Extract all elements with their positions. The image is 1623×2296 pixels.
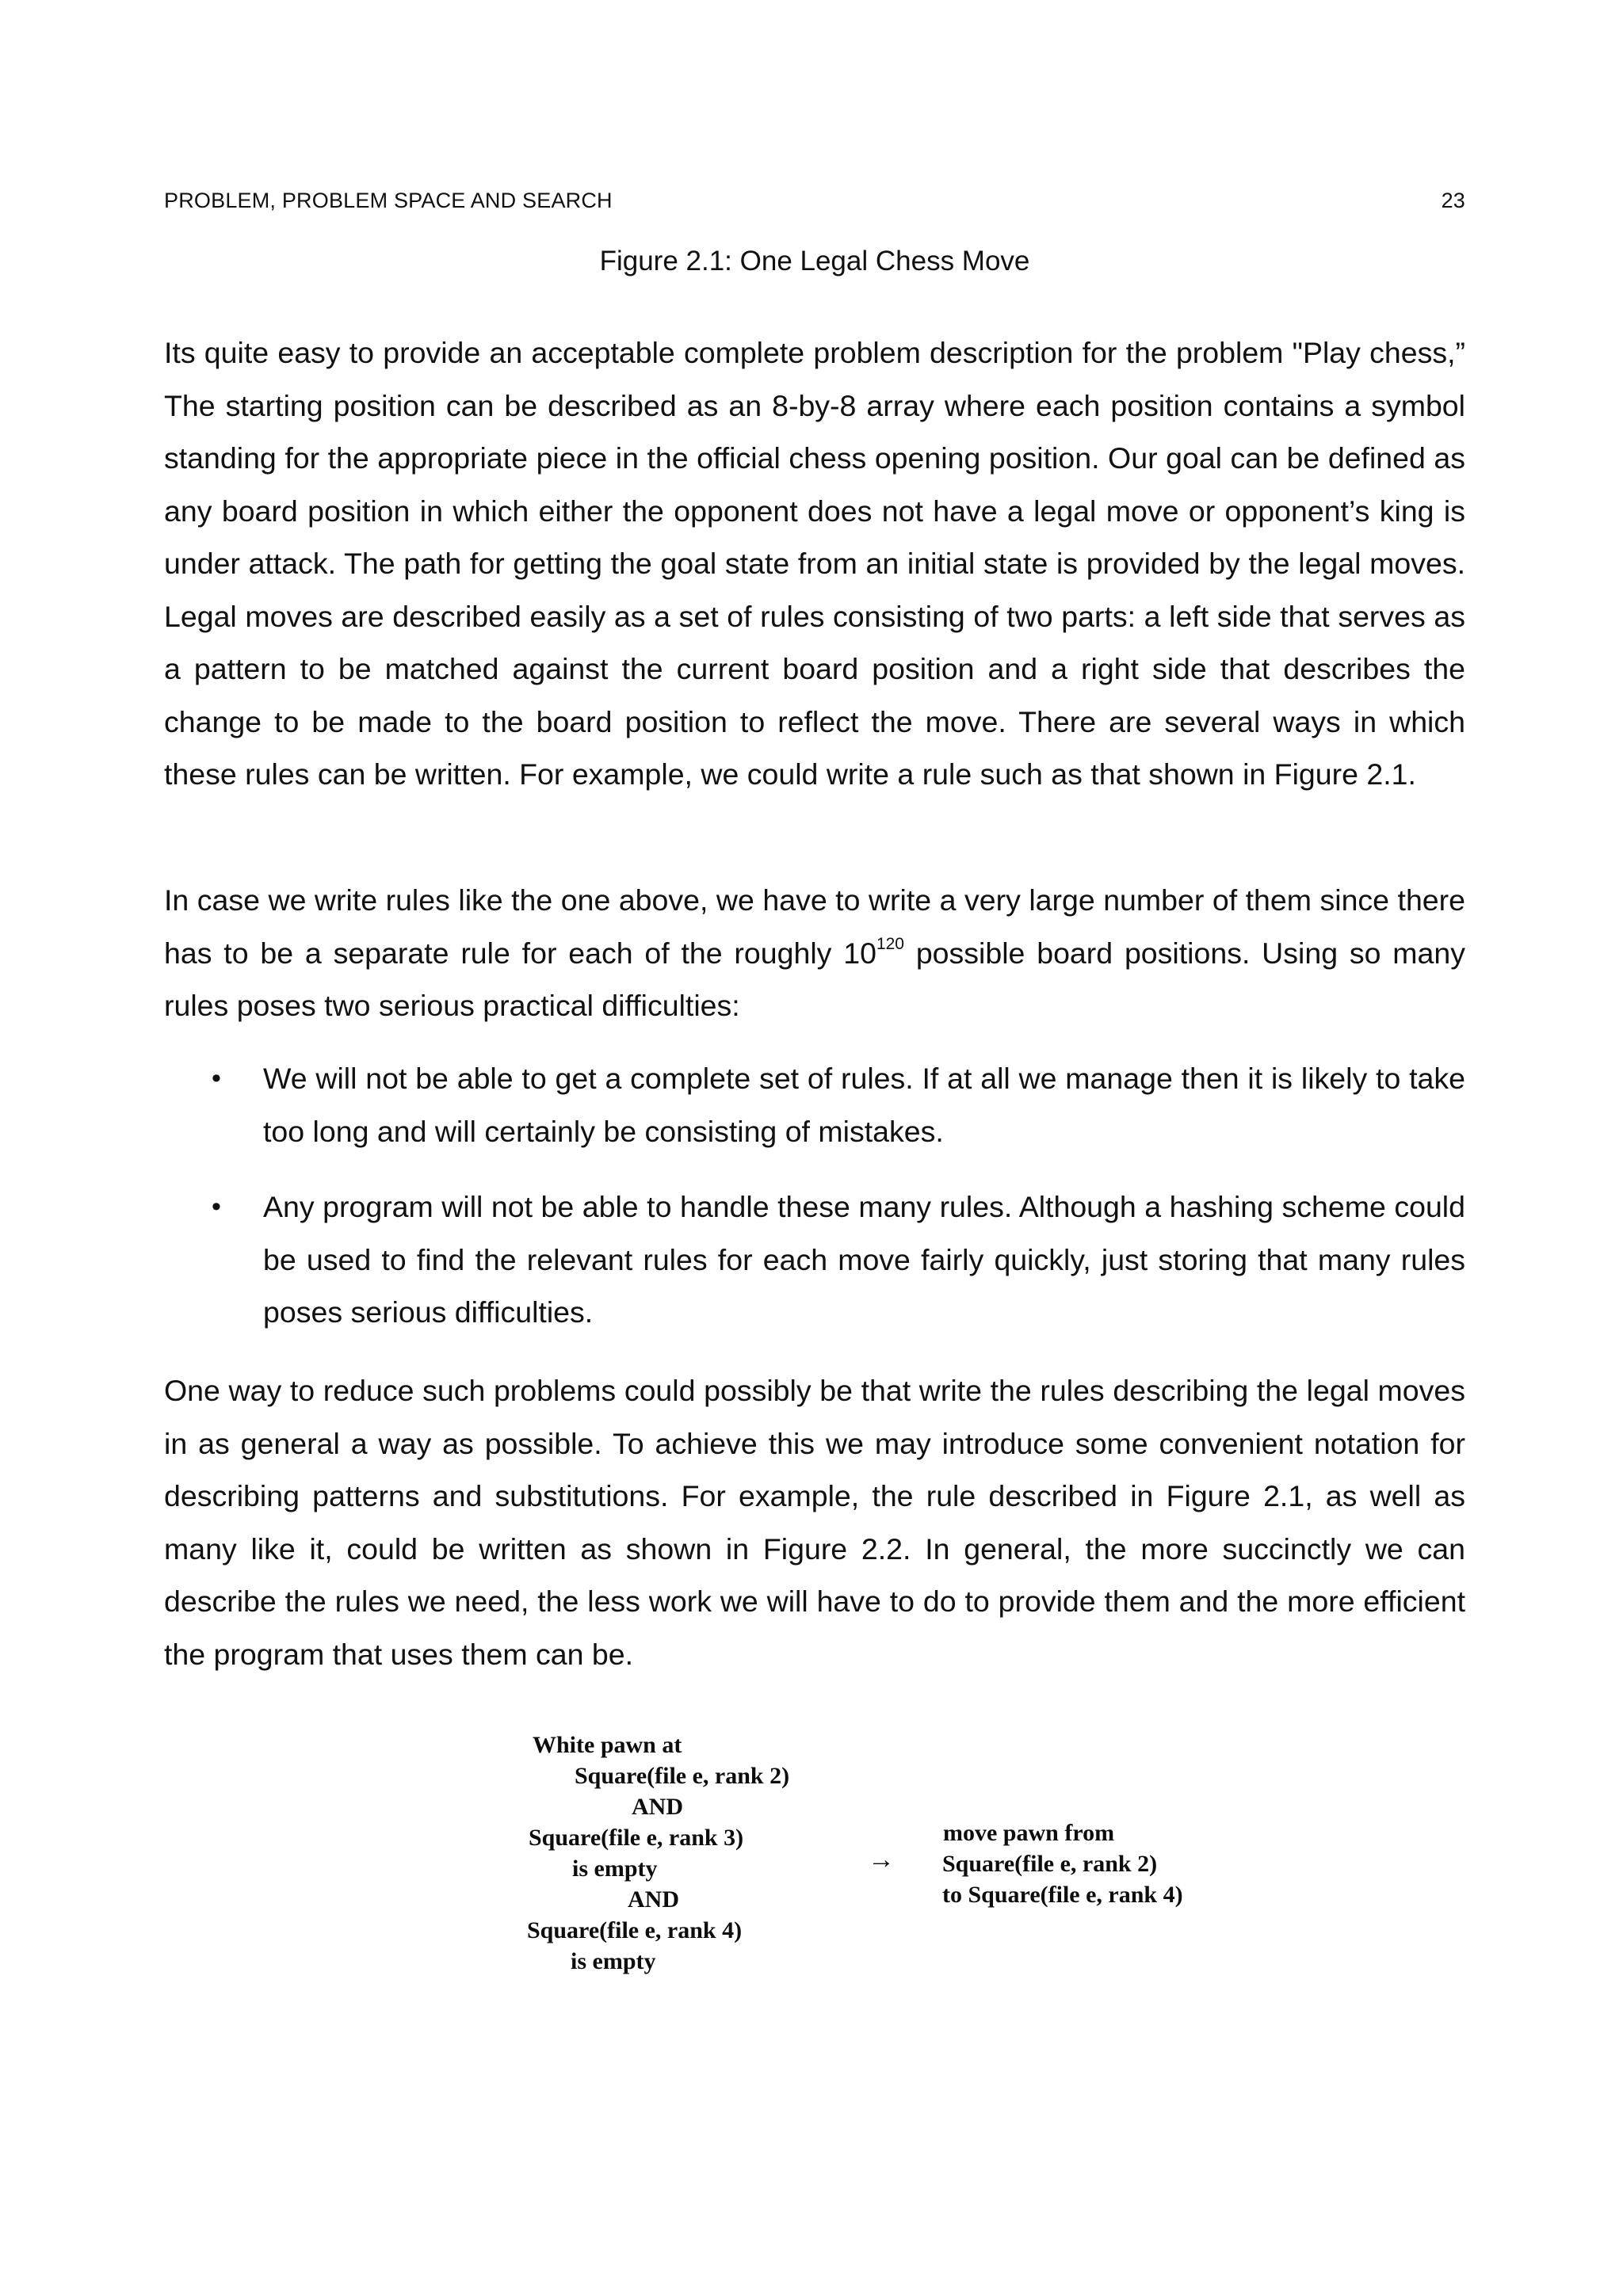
running-header [164, 189, 1465, 217]
rule-left-line: is empty [571, 1948, 656, 1974]
paragraph-2 [164, 874, 1465, 1032]
rule-left-line: is empty [572, 1855, 658, 1882]
page-number: 23 [1441, 189, 1465, 212]
bullet-list-2 [164, 1180, 1465, 1339]
bullet-list-1 [164, 1052, 1465, 1158]
list-item [164, 1180, 1465, 1339]
paragraph-3: One way to reduce such problems could possibly be that write the rules describing the legal moves in as general a way as possible. To achieve this we may introduce some convenient notation for describing patterns and substitutions. For example, the rule described in Figure 2.1, as well as many like it, could be written as shown in Figure 2.2. In general, the more succinctly we can describe the rules we need, the less work we will have to do to provide them and the more efficient the program that uses them can be. [164, 1374, 1465, 1671]
rule-right-line: move pawn from [943, 1820, 1115, 1846]
figure-caption: Figure 2.1: One Legal Chess Move [599, 246, 1030, 277]
rule-right-line: Square(file e, rank 2) [942, 1851, 1158, 1877]
running-title: PROBLEM, PROBLEM SPACE AND SEARCH [164, 189, 613, 212]
rule-left-line: Square(file e, rank 3) [529, 1825, 744, 1851]
list-item-text: We will not be able to get a complete set of rules. If at all we manage then it is likely to take too long and will certainly be consisting of mistakes. [263, 1062, 1465, 1148]
bullet-icon: • [212, 1063, 221, 1093]
rule-left-line: AND [632, 1794, 683, 1820]
paragraph-1: Its quite easy to provide an acceptable complete problem description for the problem "Play chess,” The starting position can be described as an 8-by-8 array where each position contains a symbol standing for the appropriate piece in the official chess opening position. Our goal can be defined as any board position in which either the opponent does not have a legal move or opponent’s king is under attack. The path for getting the goal state from an initial state is provided by the legal moves. Legal moves are described easily as a set of rules consisting of two parts: a left side that serves as a pattern to be matched against the current board position and a right side that describes the change to be made to the board position to reflect the move. There are several ways in which these rules can be written. For example, we could write a rule such as that shown in Figure 2.1. [164, 336, 1465, 791]
rule-left-line: Square(file e, rank 2) [575, 1763, 790, 1789]
rule-right-line: to Square(file e, rank 4) [942, 1882, 1183, 1908]
bullet-icon: • [212, 1192, 221, 1222]
exponent: 120 [876, 935, 904, 953]
arrow-icon: → [868, 1845, 895, 1875]
rule-left-line: White pawn at [533, 1732, 682, 1758]
rule-left-line: AND [628, 1886, 679, 1913]
list-item [164, 1052, 1465, 1158]
paragraph-2-text-b: possible board positions. Using so many rules poses two serious practical difficulties: [164, 936, 1465, 1022]
list-item-text: Any program will not be able to handle these many rules. Although a hashing scheme could be used to find the relevant rules for each move fairly quickly, just storing that many rules poses serious difficulties. [263, 1190, 1465, 1329]
paragraph-2-text-a: In case we write rules like the one above, we have to write a very large number of them since there has to be a separate rule for each of the roughly 10 [164, 883, 1465, 970]
rule-left-line: Square(file e, rank 4) [527, 1917, 743, 1943]
